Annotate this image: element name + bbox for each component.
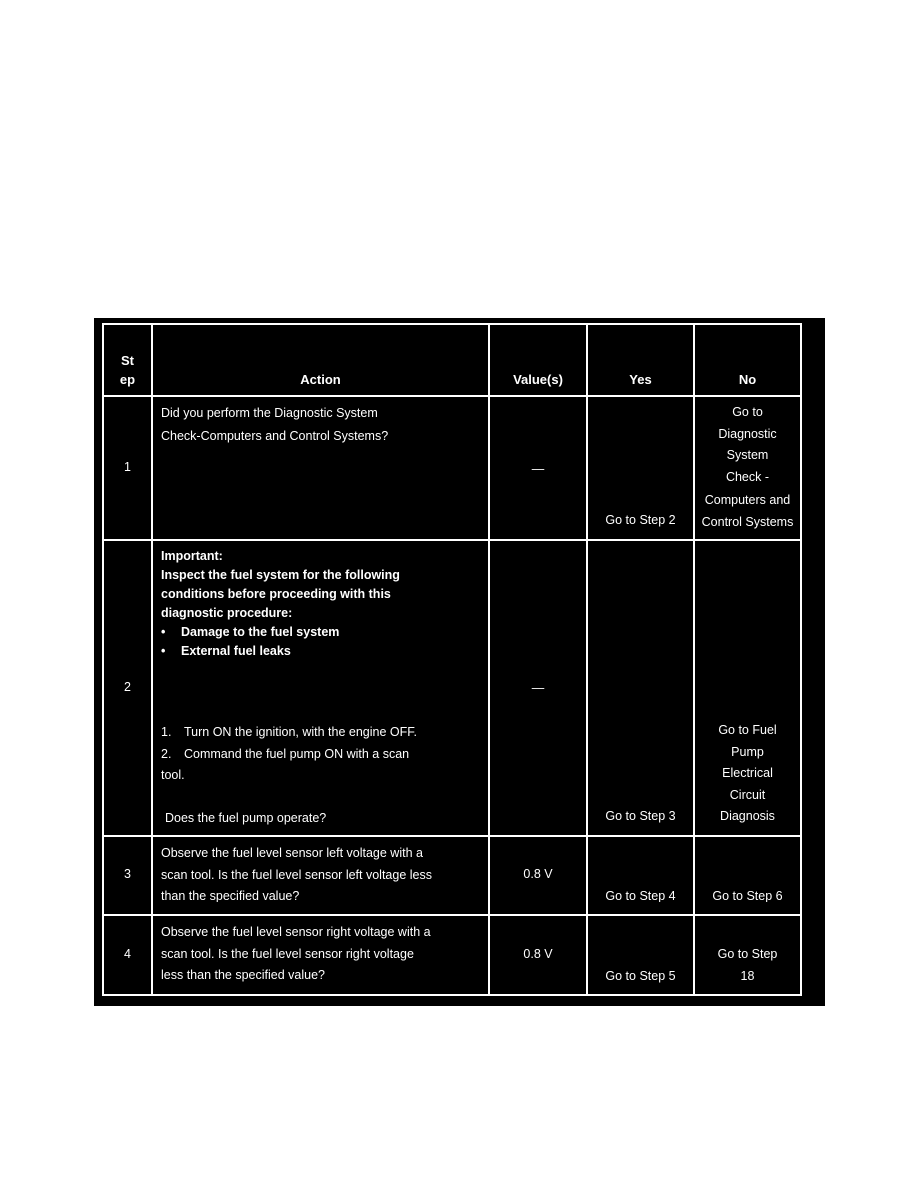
row2-yes: Go to Step 3 <box>605 809 676 823</box>
row2-step-1 <box>161 722 486 744</box>
row1-action-line2: Check-Computers and Control Systems? <box>161 428 389 443</box>
row2-no-line1: Go to Fuel <box>718 723 777 737</box>
row2-no-line3: Electrical <box>722 766 773 780</box>
grid-line-h5 <box>102 994 802 996</box>
row3-action <box>161 843 486 902</box>
grid-line-v1 <box>102 323 104 996</box>
header-values: Value(s) <box>513 372 563 387</box>
row1-no-line5: Computers and <box>704 493 791 507</box>
row4-action-line2: scan tool. Is the fuel level sensor right voltage <box>161 946 414 961</box>
row4-no-line1: Go to Step <box>717 947 778 961</box>
row4-no-line2: 18 <box>740 968 755 983</box>
row2-important-line2: conditions before proceeding with this <box>161 587 391 601</box>
row3-value: 0.8 V <box>523 867 553 881</box>
row3-step: 3 <box>124 867 131 881</box>
row2-value: — <box>531 681 545 695</box>
row3-action-line2: scan tool. Is the fuel level sensor left voltage less <box>161 867 432 882</box>
row2-no-line4: Circuit <box>729 787 766 802</box>
row1-value: — <box>531 462 545 476</box>
row4-value: 0.8 V <box>523 947 553 961</box>
grid-line-h0 <box>102 323 802 325</box>
row4-step: 4 <box>124 947 131 961</box>
row4-action <box>161 922 486 987</box>
row2-procedure <box>161 722 486 829</box>
row1-no-line2: Diagnostic <box>718 426 777 441</box>
row2-step-2-text: Command the fuel pump ON with a scan <box>184 746 410 761</box>
row2-step-2 <box>161 744 486 766</box>
row1-no-line6: Control Systems <box>701 514 794 529</box>
row2-important <box>161 547 486 661</box>
grid-line-h2 <box>102 539 802 541</box>
header-yes: Yes <box>629 372 652 387</box>
row1-no-line3: System <box>726 448 769 462</box>
row1-yes: Go to Step 2 <box>605 513 676 527</box>
grid-line-h4 <box>102 914 802 916</box>
row2-question: Does the fuel pump operate? <box>165 810 327 825</box>
row2-important-line1: Inspect the fuel system for the following <box>161 568 400 582</box>
row1-no-line4: Check - <box>725 469 770 484</box>
row3-yes: Go to Step 4 <box>605 889 676 902</box>
row2-important-label: Important: <box>161 549 223 563</box>
row4-action-line3: less than the specified value? <box>161 968 325 982</box>
header-action: Action <box>300 372 341 387</box>
row4-yes: Go to Step 5 <box>605 969 676 983</box>
row3-action-line1: Observe the fuel level sensor left voltage with a <box>161 846 423 860</box>
grid-line-v6 <box>800 323 802 996</box>
row2-important-line3: diagnostic procedure: <box>161 606 293 620</box>
bullet-icon: • <box>161 625 166 639</box>
row2-step-1-text: Turn ON the ignition, with the engine OFF. <box>184 725 417 739</box>
row4-no <box>695 944 800 987</box>
grid-line-h1 <box>102 395 802 397</box>
row1-action <box>161 403 486 447</box>
row2-bullet-2 <box>161 642 486 661</box>
header-step-line1: St <box>121 353 134 368</box>
row1-no-line1: Go to <box>732 405 763 419</box>
row2-bullet-1 <box>161 623 486 642</box>
row2-no-line5: Diagnosis <box>720 809 775 823</box>
row1-action-line1: Did you perform the Diagnostic System <box>161 406 378 420</box>
row2-no-line2: Pump <box>731 744 764 759</box>
row3-action-line3: than the specified value? <box>161 889 300 902</box>
grid-line-v3 <box>488 323 490 996</box>
row1-step: 1 <box>124 460 131 474</box>
row3-no: Go to Step 6 <box>712 889 783 902</box>
row2-no <box>695 720 800 828</box>
row2-bullet-1-text: Damage to the fuel system <box>181 625 340 639</box>
row2-step-2-continuation: tool. <box>161 768 185 782</box>
header-step <box>104 351 151 389</box>
row2-step-2-num: 2. <box>161 746 172 761</box>
grid-line-v2 <box>151 323 153 996</box>
row2-step-1-num: 1. <box>161 725 172 739</box>
grid-line-h3 <box>102 835 802 837</box>
diagnostic-table <box>94 318 825 1006</box>
row1-no <box>695 402 800 533</box>
row4-action-line1: Observe the fuel level sensor right voltage with a <box>161 925 431 939</box>
bullet-icon: • <box>161 644 166 658</box>
header-no: No <box>738 372 757 387</box>
row2-step: 2 <box>124 680 131 694</box>
row2-bullet-2-text: External fuel leaks <box>181 644 291 658</box>
header-step-line2: ep <box>119 372 136 387</box>
